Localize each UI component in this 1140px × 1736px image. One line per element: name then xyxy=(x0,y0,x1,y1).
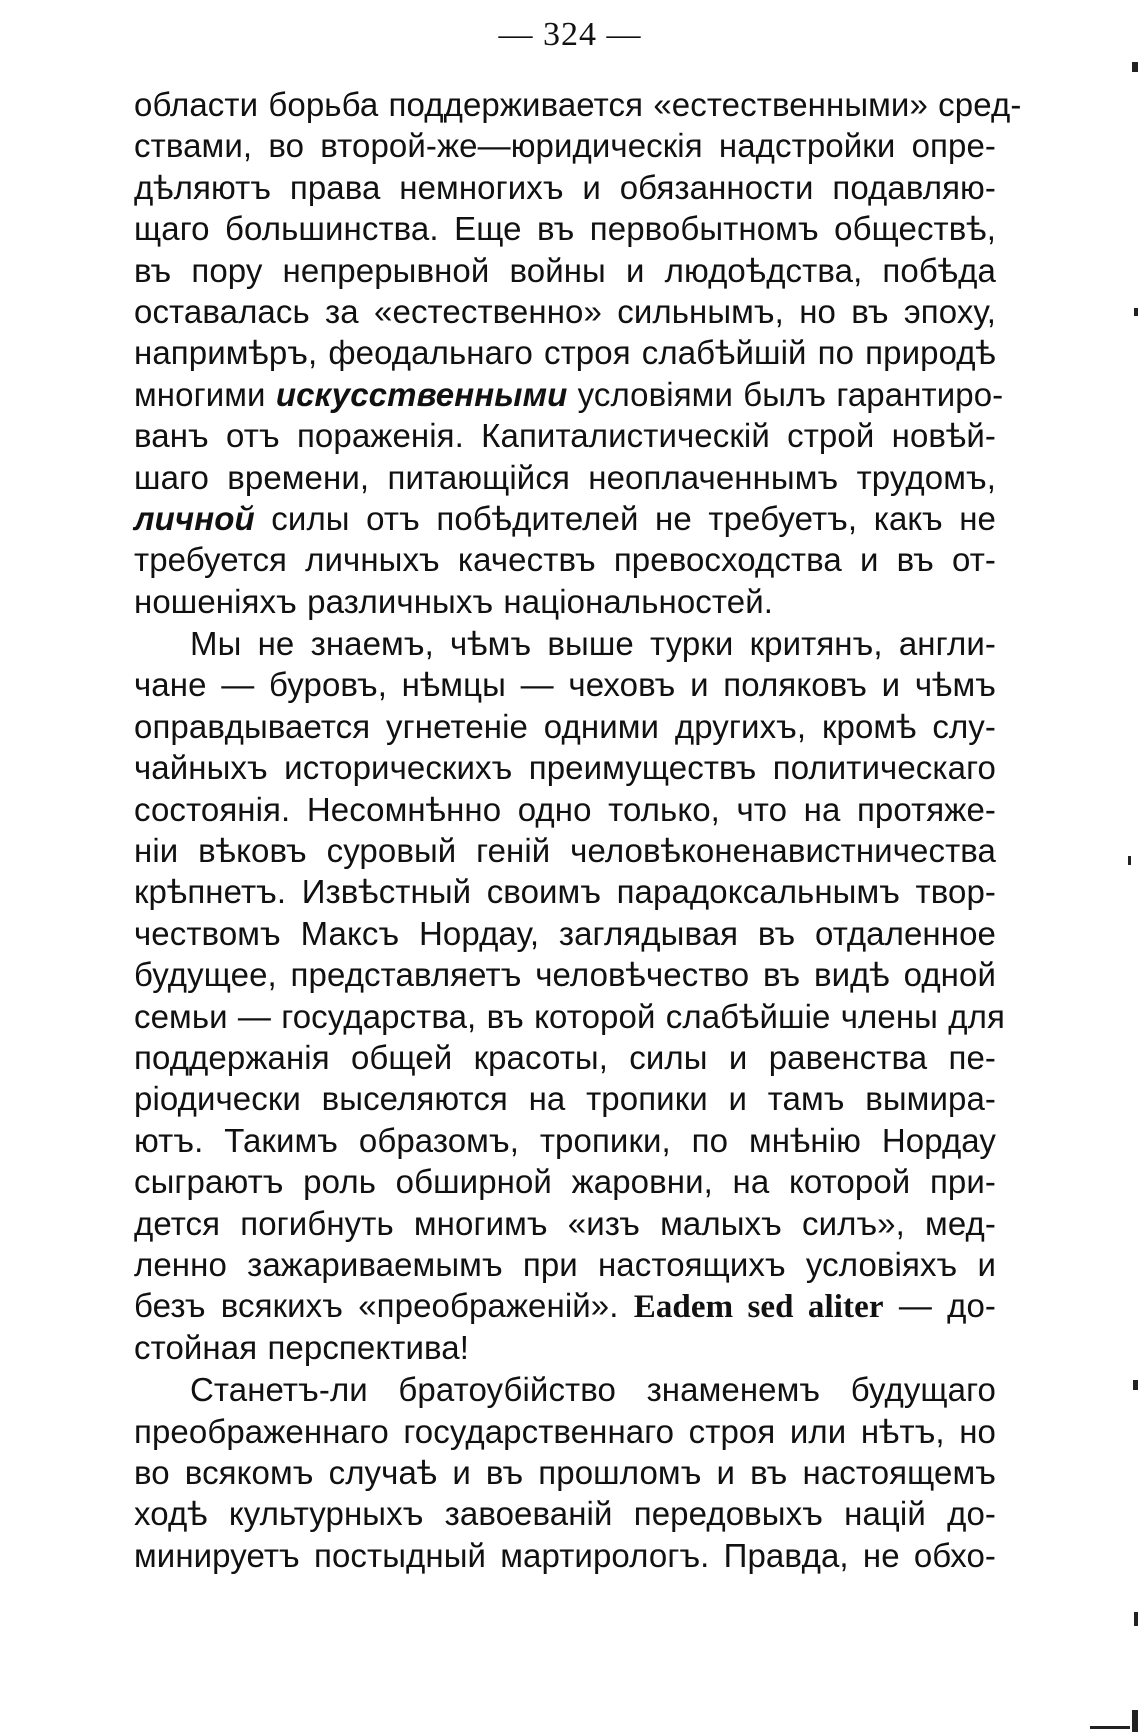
body-text xyxy=(134,84,1022,1576)
text-line xyxy=(134,1285,996,1326)
text-fragment: — до- xyxy=(883,1287,996,1325)
text-line: ніи вѣковъ суровый геній человѣконенавистничества xyxy=(134,832,996,870)
text-line: напримѣръ, феодальнаго строя слабѣйшій по природѣ xyxy=(134,334,996,372)
text-fragment: силы отъ побѣдителей не требуетъ, какъ не xyxy=(254,499,996,537)
paragraph-1 xyxy=(134,84,1022,622)
text-line: ванъ отъ пораженія. Капиталистическій строй новѣй- xyxy=(134,417,996,455)
italic-emphasis: личной xyxy=(134,499,255,537)
text-line: ношеніяхъ различныхъ національностей. xyxy=(134,582,773,620)
text-line: оправдывается угнетеніе одними другихъ, кромѣ слу- xyxy=(134,707,996,745)
paragraph-2 xyxy=(134,623,1005,1368)
scan-speck xyxy=(1090,1726,1130,1729)
scan-speck xyxy=(1128,856,1131,865)
text-fragment: условіями былъ гарантиро- xyxy=(567,375,1004,413)
text-line: дѣляютъ права немногихъ и обязанности подавляю- xyxy=(134,168,996,206)
text-line: чане — буровъ, нѣмцы — чеховъ и поляковъ и чѣмъ xyxy=(134,666,996,704)
paragraph-3 xyxy=(134,1369,996,1576)
text-line: требуется личныхъ качествъ превосходства и въ от- xyxy=(134,541,996,579)
text-line: ріодически выселяются на тропики и тамъ вымира- xyxy=(134,1080,996,1118)
scan-speck xyxy=(1132,1710,1138,1732)
text-line: чествомъ Максъ Нордау, заглядывая въ отдаленное xyxy=(134,914,996,952)
italic-emphasis: искусственными xyxy=(275,375,568,413)
latin-phrase: Eadem sed aliter xyxy=(633,1289,884,1326)
text-line: стойная перспектива! xyxy=(134,1328,469,1366)
text-line: щаго большинства. Еще въ первобытномъ обществѣ, xyxy=(134,210,996,248)
text-line xyxy=(134,374,1004,415)
text-line: ленно зажариваемымъ при настоящихъ условіяхъ и xyxy=(134,1245,996,1283)
text-line: сыграютъ роль обширной жаровни, на которой при- xyxy=(134,1163,996,1201)
text-line: Мы не знаемъ, чѣмъ выше турки критянъ, англи- xyxy=(190,625,996,663)
text-fragment: безъ всякихъ «преображеній». xyxy=(134,1287,634,1325)
text-line: состоянія. Несомнѣнно одно только, что на протяже- xyxy=(134,790,996,828)
text-line: области борьба поддерживается «естественными» сред- xyxy=(134,86,1022,123)
scan-speck xyxy=(1134,1612,1138,1626)
scan-speck xyxy=(1134,308,1138,316)
text-line: во всякомъ случаѣ и въ прошломъ и въ настоящемъ xyxy=(134,1453,996,1491)
text-line: ствами, во второй-же—юридическія надстройки опре- xyxy=(134,127,996,165)
text-line: дется погибнуть многимъ «изъ малыхъ силъ», мед- xyxy=(134,1204,996,1242)
text-line: поддержанія общей красоты, силы и равенства пе- xyxy=(134,1038,996,1076)
text-line: оставалась за «естественно» сильнымъ, но въ эпоху, xyxy=(134,292,996,330)
text-line xyxy=(134,498,996,539)
page-number: — 324 — xyxy=(498,16,642,53)
text-line: минируетъ постыдный мартирологъ. Правда, не обхо- xyxy=(134,1536,996,1574)
text-line: въ пору непрерывной войны и людоѣдства, побѣда xyxy=(134,251,996,289)
text-line: ходѣ культурныхъ завоеваній передовыхъ націй до- xyxy=(134,1495,996,1533)
text-line: Станетъ-ли братоубійство знаменемъ будущаго xyxy=(190,1371,996,1409)
scan-speck xyxy=(1133,1380,1138,1390)
text-line: чайныхъ историческихъ преимуществъ политическаго xyxy=(134,749,996,787)
text-line: семьи — государства, въ которой слабѣйшіе члены для xyxy=(134,997,1005,1035)
scan-speck xyxy=(1132,62,1138,72)
text-line: преображеннаго государственнаго строя или нѣтъ, но xyxy=(134,1412,996,1450)
text-line: ютъ. Такимъ образомъ, тропики, по мнѣнію Нордау xyxy=(134,1121,996,1159)
text-line: будущее, представляетъ человѣчество въ видѣ одной xyxy=(134,956,996,994)
text-line: крѣпнетъ. Извѣстный своимъ парадоксальнымъ твор- xyxy=(134,873,996,911)
text-line: шаго времени, питающійся неоплаченнымъ трудомъ, xyxy=(134,458,996,496)
text-fragment: многими xyxy=(134,375,276,413)
